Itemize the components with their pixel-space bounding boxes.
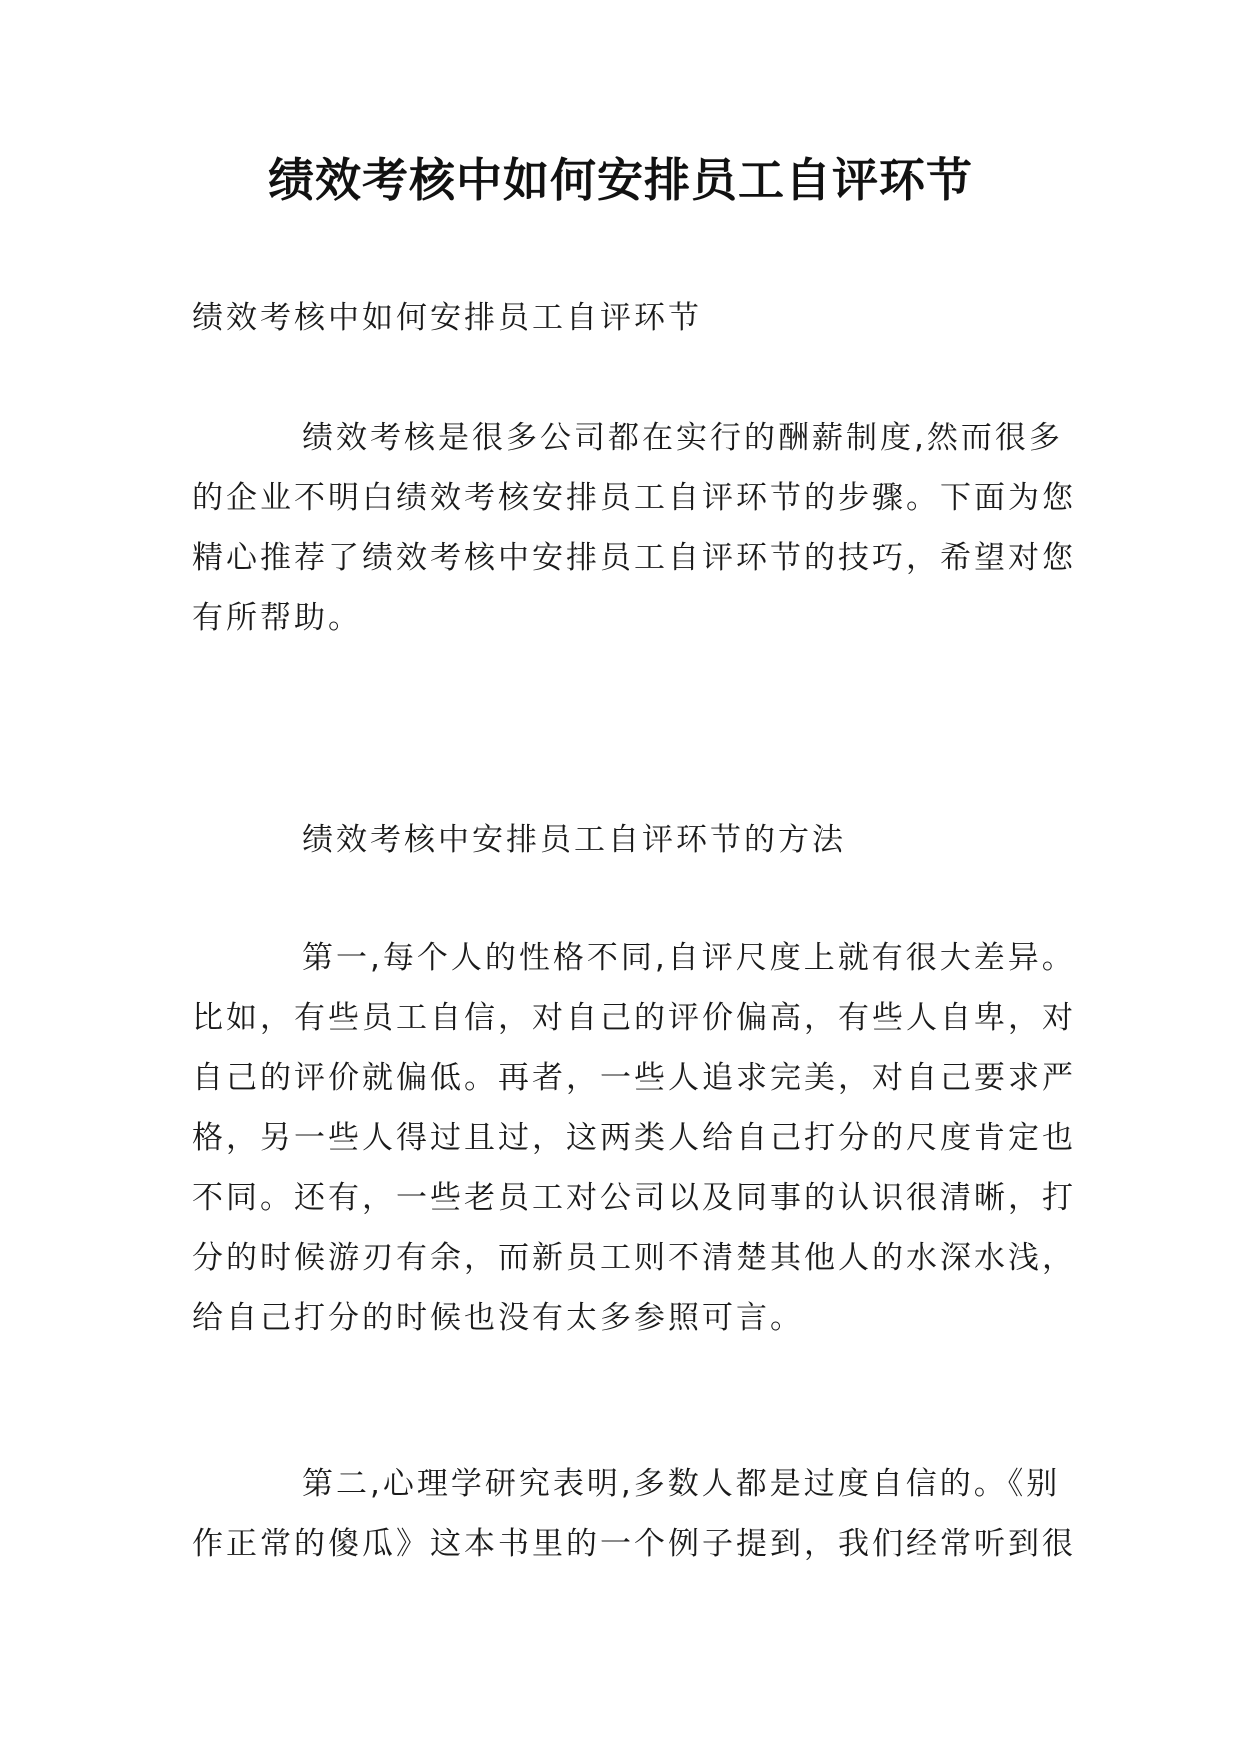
paragraph-line: 的企业不明白绩效考核安排员工自评环节的步骤。下面为您 <box>192 480 1076 516</box>
section-heading-text: 绩效考核中安排员工自评环节的方法 <box>302 822 846 858</box>
document-subtitle <box>192 288 1058 348</box>
paragraph-line: 作正常的傻瓜》这本书里的一个例子提到，我们经常听到很 <box>192 1526 1076 1562</box>
paragraph-line: 分的时候游刃有余，而新员工则不清楚其他人的水深水浅， <box>192 1240 1076 1276</box>
paragraph-line: 格，另一些人得过且过，这两类人给自己打分的尺度肯定也 <box>192 1120 1076 1156</box>
paragraph-line: 第一,每个人的性格不同,自评尺度上就有很大差异。 <box>302 940 1076 976</box>
paragraph-line: 精心推荐了绩效考核中安排员工自评环节的技巧，希望对您 <box>192 540 1076 576</box>
intro-paragraph <box>192 408 1076 648</box>
paragraph-line: 有所帮助。 <box>192 600 362 636</box>
paragraph-line: 比如，有些员工自信，对自己的评价偏高，有些人自卑，对 <box>192 1000 1076 1036</box>
paragraph-line: 不同。还有，一些老员工对公司以及同事的认识很清晰，打 <box>192 1180 1076 1216</box>
section-heading <box>192 810 1058 870</box>
paragraph-line: 绩效考核是很多公司都在实行的酬薪制度,然而很多 <box>302 420 1063 456</box>
paragraph-line: 自己的评价就偏低。再者，一些人追求完美，对自己要求严 <box>192 1060 1076 1096</box>
document-title: 绩效考核中如何安排员工自评环节 <box>268 153 973 207</box>
subtitle-line: 绩效考核中如何安排员工自评环节 <box>192 300 702 336</box>
paragraph-line: 第二,心理学研究表明,多数人都是过度自信的。《别 <box>302 1466 1061 1502</box>
paragraph-first-point <box>192 928 1076 1348</box>
paragraph-line: 给自己打分的时候也没有太多参照可言。 <box>192 1300 804 1336</box>
paragraph-second-point <box>192 1454 1076 1574</box>
